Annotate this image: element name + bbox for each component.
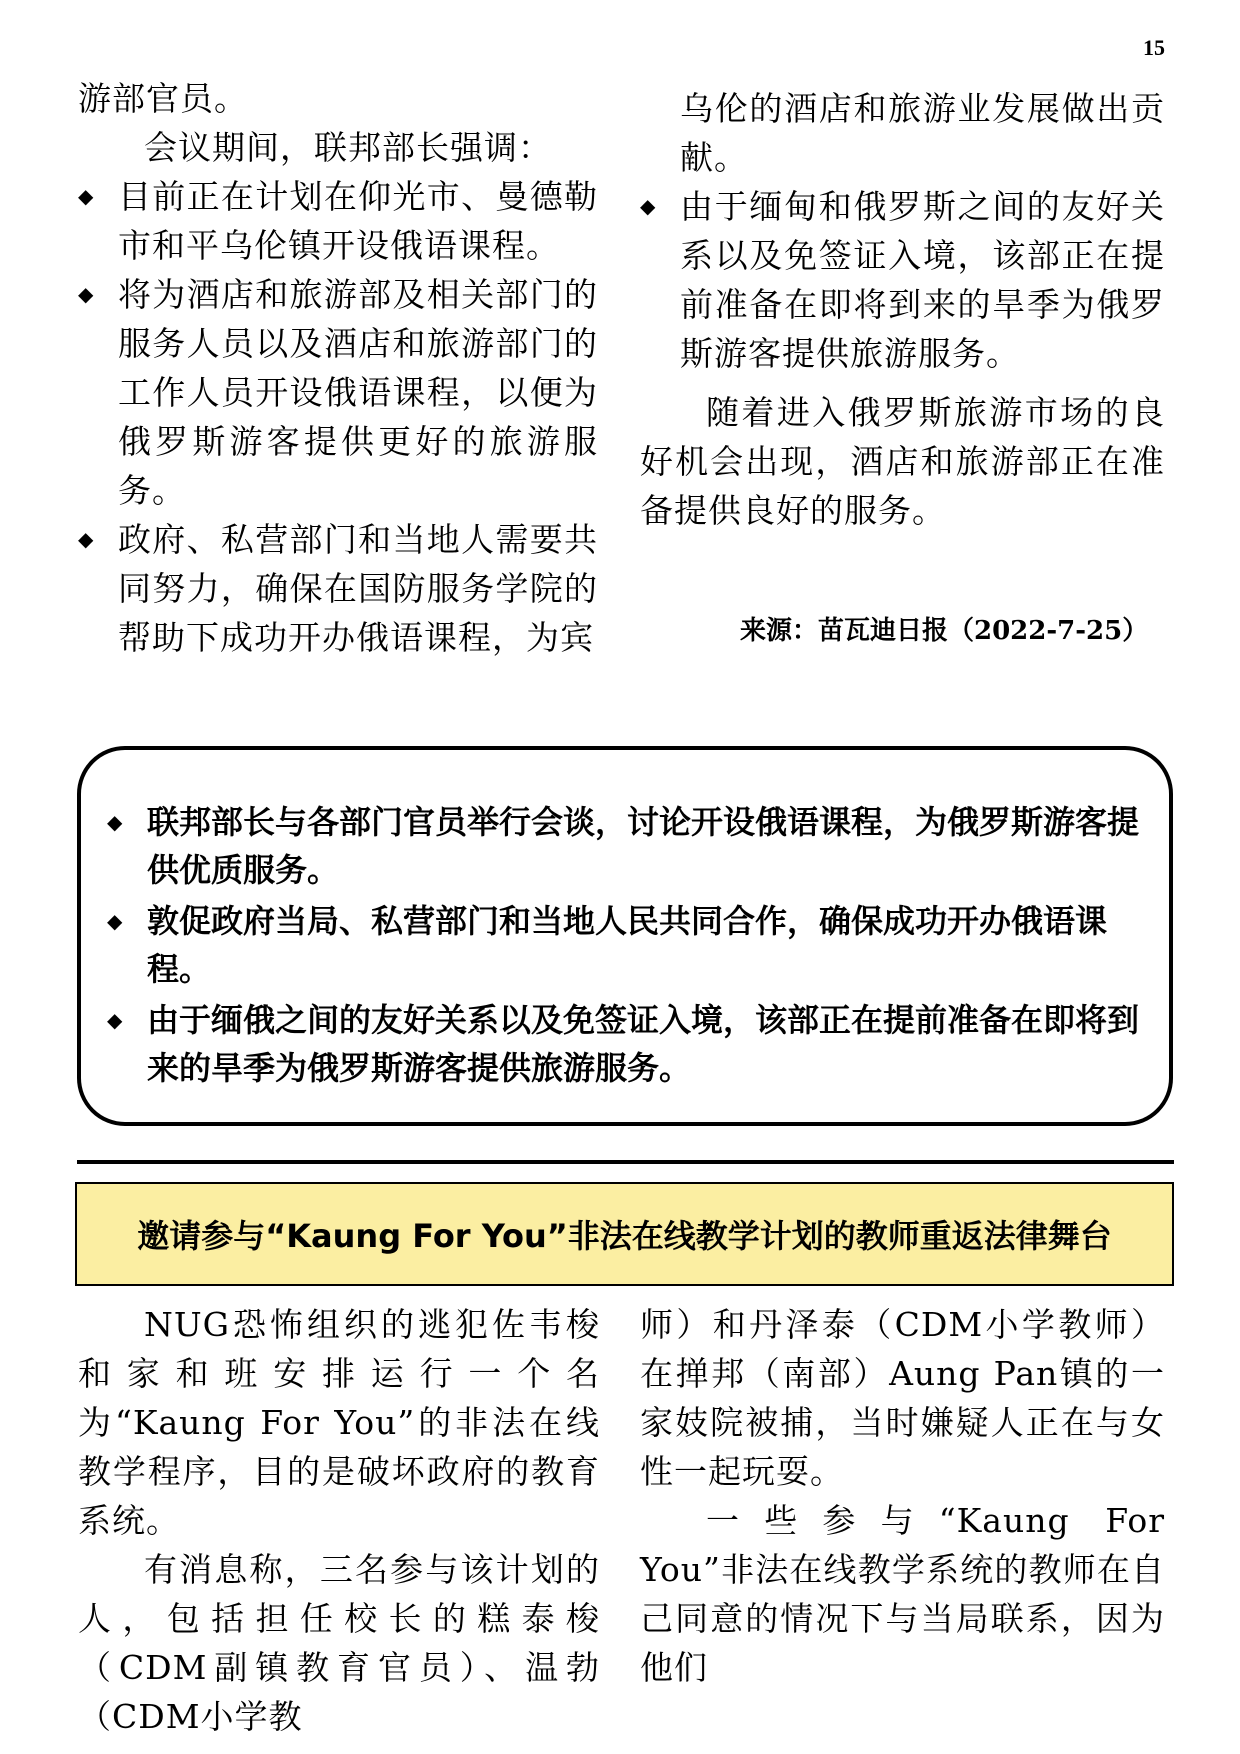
diamond-bullet-icon: ◆: [78, 527, 95, 551]
summary-box: [77, 746, 1173, 1126]
summary-list: [107, 798, 1149, 1092]
continuation-text: 游部官员。: [78, 79, 248, 118]
paragraph: NUG恐怖组织的逃犯佐韦梭和家和班安排运行一个名为“Kaung For You”的非法在线教学程序，目的是破坏政府的教育系统。: [78, 1305, 600, 1540]
summary-item: ◆ 联邦部长与各部门官员举行会谈，讨论开设俄语课程，为俄罗斯游客提供优质服务。: [107, 798, 1149, 894]
right-bullet-list: [640, 84, 1165, 378]
section-divider: [77, 1160, 1174, 1164]
article2-right-column: [640, 1300, 1165, 1692]
paragraph: 有消息称，三名参与该计划的人，包括担任校长的糕泰梭（CDM副镇教育官员）、温勃（CDM小学教: [78, 1550, 600, 1736]
article1-left-column: [78, 74, 598, 662]
list-item: ◆ 政府、私营部门和当地人需要共同努力，确保在国防服务学院的帮助下成功开办俄语课程，为宾: [78, 515, 598, 662]
summary-item: ◆ 敦促政府当局、私营部门和当地人民共同合作，确保成功开办俄语课程。: [107, 897, 1149, 993]
paragraph: 师）和丹泽泰（CDM小学教师）在掸邦（南部）Aung Pan镇的一家妓院被捕，当时嫌疑人正在与女性一起玩耍。: [640, 1305, 1165, 1491]
list-item: ◆ 将为酒店和旅游部及相关部门的服务人员以及酒店和旅游部门的工作人员开设俄语课程，以便为俄罗斯游客提供更好的旅游服务。: [78, 270, 598, 515]
source-citation: 来源：苗瓦迪日报（2022-7-25）: [740, 616, 1149, 646]
paragraph: 一些参与“Kaung For You”非法在线教学系统的教师在自己同意的情况下与当局联系，因为他们: [640, 1501, 1165, 1687]
list-item: ◆ 由于缅甸和俄罗斯之间的友好关系以及免签证入境，该部正在提前准备在即将到来的旱季为俄罗斯游客提供旅游服务。: [640, 182, 1165, 378]
diamond-bullet-icon: ◆: [78, 184, 95, 208]
diamond-bullet-icon: ◆: [107, 810, 123, 834]
article2-left-column: [78, 1300, 600, 1741]
page-number: 15: [1143, 35, 1165, 60]
diamond-bullet-icon: ◆: [107, 909, 123, 933]
list-item: ◆ 目前正在计划在仰光市、曼德勒市和平乌伦镇开设俄语课程。: [78, 172, 598, 270]
article-headline: 邀请参与“Kaung For You”非法在线教学计划的教师重返法律舞台: [75, 1182, 1174, 1286]
list-item-continued: 乌伦的酒店和旅游业发展做出贡献。: [680, 89, 1165, 177]
diamond-bullet-icon: ◆: [78, 282, 95, 306]
diamond-bullet-icon: ◆: [640, 194, 657, 218]
summary-item: ◆ 由于缅俄之间的友好关系以及免签证入境，该部正在提前准备在即将到来的旱季为俄罗斯游客提供旅游服务。: [107, 996, 1149, 1092]
closing-paragraph: 随着进入俄罗斯旅游市场的良好机会出现，酒店和旅游部正在准备提供良好的服务。: [640, 393, 1165, 530]
intro-text: 会议期间，联邦部长强调：: [144, 128, 552, 167]
article1-right-column: [640, 84, 1165, 535]
diamond-bullet-icon: ◆: [107, 1008, 123, 1032]
left-bullet-list: [78, 172, 598, 662]
